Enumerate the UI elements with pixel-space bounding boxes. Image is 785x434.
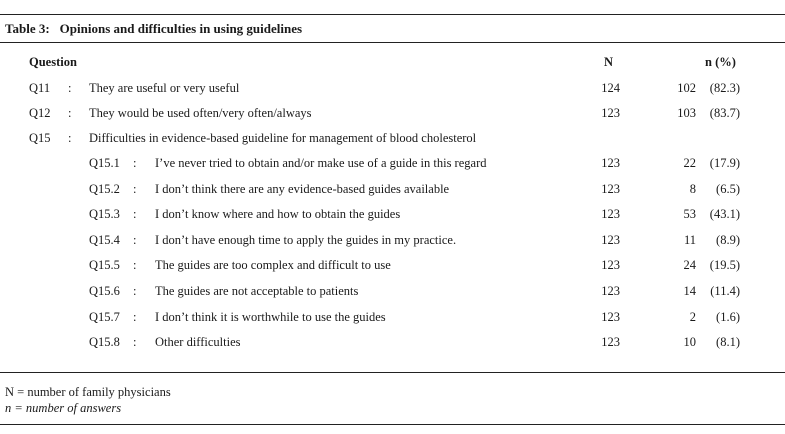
subrow-separator: : [133,335,137,349]
subrow-n: 10 [683,335,696,349]
header-n-pct: n (%) [705,55,736,69]
subrow-pct: (19.5) [709,258,740,272]
row-pct: (82.3) [709,81,740,95]
subrow-n: 14 [683,284,696,298]
row-text: They are useful or very useful [89,81,240,95]
subrow-separator: : [133,182,137,196]
subrow-N: 123 [601,207,620,221]
subrow-pct: (8.1) [716,335,740,349]
subrow-N: 123 [601,335,620,349]
subrow-text: I don’t have enough time to apply the guides in my practice. [155,233,457,247]
subrow-text: I don’t think it is worthwhile to use the guides [155,310,386,324]
subrow-separator: : [133,156,137,170]
subrow-text: I don’t think there are any evidence-based guides available [155,182,450,196]
subrow-separator: : [133,233,137,247]
subrow-code: Q15.8 [89,335,120,349]
footnote-N: N = number of family physicians [5,385,171,399]
row-pct: (83.7) [709,106,740,120]
subrow-N: 123 [601,233,620,247]
header-question: Question [29,55,77,69]
subrow-code: Q15.3 [89,207,120,221]
row-code: Q11 [29,81,51,95]
row-separator: : [68,81,72,95]
subrow-N: 123 [601,156,620,170]
row-text: Difficulties in evidence-based guideline for management of blood cholesterol [89,131,477,145]
subrow-separator: : [133,207,137,221]
row-code: Q15 [29,131,51,145]
row-code: Q12 [29,106,51,120]
subrow-code: Q15.7 [89,310,120,324]
subrow-n: 11 [683,233,696,247]
subrow-code: Q15.2 [89,182,120,196]
footnote-n: n = number of answers [5,401,122,415]
subrow-separator: : [133,310,137,324]
subrow-pct: (43.1) [709,207,740,221]
subrow-pct: (17.9) [709,156,740,170]
subrow-text: The guides are too complex and difficult to use [155,258,391,272]
subrow-text: The guides are not acceptable to patients [155,284,359,298]
row-separator: : [68,131,72,145]
table-caption-title: Opinions and difficulties in using guidelines [59,21,303,36]
row-separator: : [68,106,72,120]
subrow-N: 123 [601,182,620,196]
caption-rule [0,42,785,43]
subrow-code: Q15.5 [89,258,120,272]
subrow-code: Q15.1 [89,156,120,170]
body-rule [0,372,785,373]
row-n: 103 [677,106,696,120]
subrow-text: I don’t know where and how to obtain the guides [155,207,401,221]
subrow-n: 53 [683,207,696,221]
table-caption [5,21,302,37]
subrow-text: I’ve never tried to obtain and/or make use of a guide in this regard [155,156,487,170]
row-N: 123 [601,106,620,120]
top-rule [0,14,785,15]
subrow-separator: : [133,284,137,298]
subrow-n: 8 [689,182,696,196]
subrow-pct: (8.9) [716,233,740,247]
row-n: 102 [677,81,696,95]
subrow-n: 24 [683,258,696,272]
header-n-total: N [604,55,614,69]
subrow-n: 2 [689,310,696,324]
table-caption-label: Table 3: [5,21,50,36]
subrow-pct: (11.4) [710,284,740,298]
row-N: 124 [601,81,620,95]
subrow-text: Other difficulties [155,335,241,349]
subrow-N: 123 [601,258,620,272]
subrow-n: 22 [683,156,696,170]
subrow-N: 123 [601,284,620,298]
subrow-pct: (6.5) [716,182,740,196]
subrow-code: Q15.4 [89,233,120,247]
subrow-code: Q15.6 [89,284,120,298]
bottom-rule [0,424,785,425]
subrow-pct: (1.6) [716,310,740,324]
subrow-N: 123 [601,310,620,324]
subrow-separator: : [133,258,137,272]
row-text: They would be used often/very often/always [89,106,312,120]
